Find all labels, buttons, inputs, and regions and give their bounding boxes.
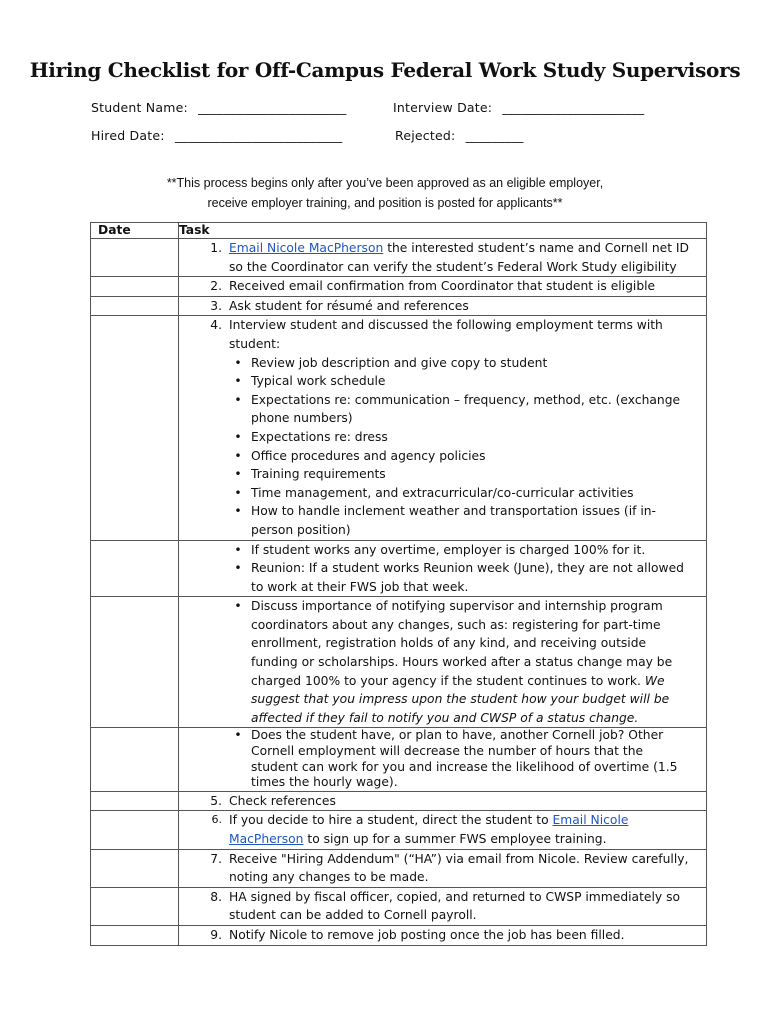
list-item [179,354,706,373]
list-item [179,541,706,560]
task-cell [179,887,707,925]
table-row [91,597,707,728]
date-cell[interactable] [91,277,179,297]
bullet-text: Office procedures and agency policies [251,448,486,463]
date-cell[interactable] [91,540,179,597]
date-cell[interactable] [91,296,179,316]
step-6-text-cont: to sign up for a summer FWS employee training. [303,832,607,846]
rejected-field [395,128,524,143]
step-9 [179,926,706,945]
task-cell [179,811,707,849]
table-row [91,728,707,791]
date-cell[interactable] [91,887,179,925]
bullet-text-emphasis: affected if they fail to notify you and CWSP of a status change. [251,710,639,725]
step-4-text: Interview student and discussed the following employment terms with [229,318,663,333]
step-number: 1. [210,241,222,255]
list-item [179,391,706,428]
bullet-text-cont: student can work for you and increase the likelihood of overtime (1.5 [251,759,678,774]
date-cell[interactable] [91,728,179,791]
bullet-text-cont: times the hourly wage). [251,775,398,790]
table-row [91,540,707,597]
list-item [179,447,706,466]
list-item [179,372,706,391]
step-4-text-line2: student: [229,336,281,351]
bullet-icon: • [234,599,242,614]
step-5 [179,792,706,811]
bullet-text-cont: Cornell employment will decrease the number of hours that the [251,744,644,759]
bullet-icon: • [234,561,242,576]
step-number: 6. [211,813,222,827]
task-cell [179,849,707,887]
date-column-header: Date [91,223,179,239]
step-3-text: Ask student for résumé and references [229,298,469,313]
bullet-icon: • [234,728,242,743]
hired-date-label: Hired Date: [91,128,165,143]
bullet-icon: • [234,467,242,482]
bullet-icon: • [234,542,242,557]
bullet-text-cont: person position) [251,522,351,537]
list-item [179,559,706,596]
table-row [91,925,707,945]
bullet-text-cont: enrollment, registration holds of any kind, and receiving outside [251,636,647,651]
table-row [91,849,707,887]
step-5-text: Check references [229,793,336,808]
step-number: 5. [210,793,222,808]
bullet-text-cont: to work at their FWS job that week. [251,579,469,594]
bullet-icon: • [234,355,242,370]
date-cell[interactable] [91,811,179,849]
bullet-text-cont: charged 100% to your agency if the student continues to work. [251,673,645,688]
bullet-text: If student works any overtime, employer is charged 100% for it. [251,542,646,557]
step-8-text-line2: student can be added to Cornell payroll. [229,908,477,923]
task-cell [179,277,707,297]
bullet-text: Expectations re: dress [251,429,388,444]
bullet-text-emphasis: suggest that you impress upon the student how your budget will be [251,692,670,707]
email-nicole-link[interactable]: Email Nicole MacPherson [229,241,384,255]
step-6-text: If you decide to hire a student, direct the student to [229,813,553,828]
step-1-text: the interested student’s name and Cornell net ID [383,241,690,255]
step-number: 3. [210,298,222,313]
checklist-table [90,222,707,946]
date-cell[interactable] [91,316,179,540]
bullet-text: Review job description and give copy to student [251,355,548,370]
step-number: 7. [210,851,222,866]
bullet-text: Reunion: If a student works Reunion week (June), they are not allowed [251,561,684,576]
list-item [179,597,706,727]
table-row [91,277,707,297]
step-1-text-line2: so the Coordinator can verify the student’s Federal Work Study eligibility [229,259,677,274]
bullet-text: Does the student have, or plan to have, another Cornell job? Other [251,728,664,743]
student-name-field [91,100,346,115]
bullet-text: Training requirements [251,467,386,482]
interview-date-blank: ______________________ [502,100,645,115]
interview-date-field [393,100,644,115]
date-cell[interactable] [91,239,179,277]
rejected-blank: _________ [465,128,524,143]
step-4 [179,316,706,353]
task-column-header: Task [179,223,707,239]
step-number: 8. [210,889,222,904]
task-cell [179,316,707,540]
process-note-line1: **This process begins only after you’ve been approved as an eligible employer, [166,176,604,190]
task-cell [179,597,707,728]
step-number: 4. [210,318,222,333]
step-2-text: Received email confirmation from Coordinator that student is eligible [229,279,656,294]
step-3 [179,297,706,316]
task-cell [179,540,707,597]
task-cell [179,728,707,791]
table-header-row [91,223,707,239]
bullet-icon: • [234,448,242,463]
bullet-text: Time management, and extracurricular/co-curricular activities [251,485,634,500]
list-item [179,428,706,447]
step-9-text: Notify Nicole to remove job posting once the job has been filled. [229,927,625,942]
bullet-text: Discuss importance of notifying supervisor and internship program [251,599,663,614]
table-row [91,887,707,925]
step-2 [179,277,706,296]
email-nicole-link[interactable]: Email Nicole [552,813,629,828]
step-6 [179,811,706,848]
bullet-icon: • [234,504,242,519]
table-row [91,811,707,849]
student-name-blank: _______________________ [198,100,347,115]
bullet-text-cont: coordinators about any changes, such as: registering for part-time [251,617,661,632]
task-cell [179,296,707,316]
date-cell[interactable] [91,925,179,945]
date-cell[interactable] [91,791,179,811]
page-title: Hiring Checklist for Off-Campus Federal Work Study Supervisors [29,58,741,82]
bullet-text: Typical work schedule [251,374,386,389]
bullet-icon: • [234,392,242,407]
bullet-text: Expectations re: communication – frequency, method, etc. (exchange [251,392,681,407]
step-8-text: HA signed by fiscal officer, copied, and returned to CWSP immediately so [229,889,681,904]
task-cell [179,791,707,811]
step-8 [179,888,706,925]
bullet-icon: • [234,485,242,500]
rejected-label: Rejected: [395,128,456,143]
step-7-text: Receive "Hiring Addendum" (“HA”) via email from Nicole. Review carefully, [229,851,689,866]
list-item [179,484,706,503]
step-1 [179,239,706,276]
student-name-label: Student Name: [91,100,188,115]
list-item [179,728,706,790]
table-row [91,791,707,811]
table-row [91,239,707,277]
step-number: 2. [210,279,222,294]
email-nicole-link-cont[interactable]: MacPherson [229,832,304,846]
bullet-text-cont: funding or scholarships. Hours worked after a status change may be [251,655,673,670]
step-7-text-line2: noting any changes to be made. [229,870,429,885]
task-cell [179,925,707,945]
list-item [179,502,706,539]
step-7 [179,850,706,887]
hired-date-field [91,128,343,143]
date-cell[interactable] [91,597,179,728]
interview-date-label: Interview Date: [393,100,493,115]
bullet-text: How to handle inclement weather and transportation issues (if in- [251,504,656,519]
list-item [179,465,706,484]
bullet-icon: • [234,374,242,389]
bullet-icon: • [234,429,242,444]
table-row [91,316,707,540]
step-number: 9. [210,927,222,942]
hired-date-blank: __________________________ [174,128,343,143]
task-cell [179,239,707,277]
process-note-line2: receive employer training, and position is posted for applicants** [207,196,563,210]
table-row [91,296,707,316]
date-cell[interactable] [91,849,179,887]
bullet-text-emphasis: We [644,673,665,688]
bullet-text-cont: phone numbers) [251,411,353,426]
